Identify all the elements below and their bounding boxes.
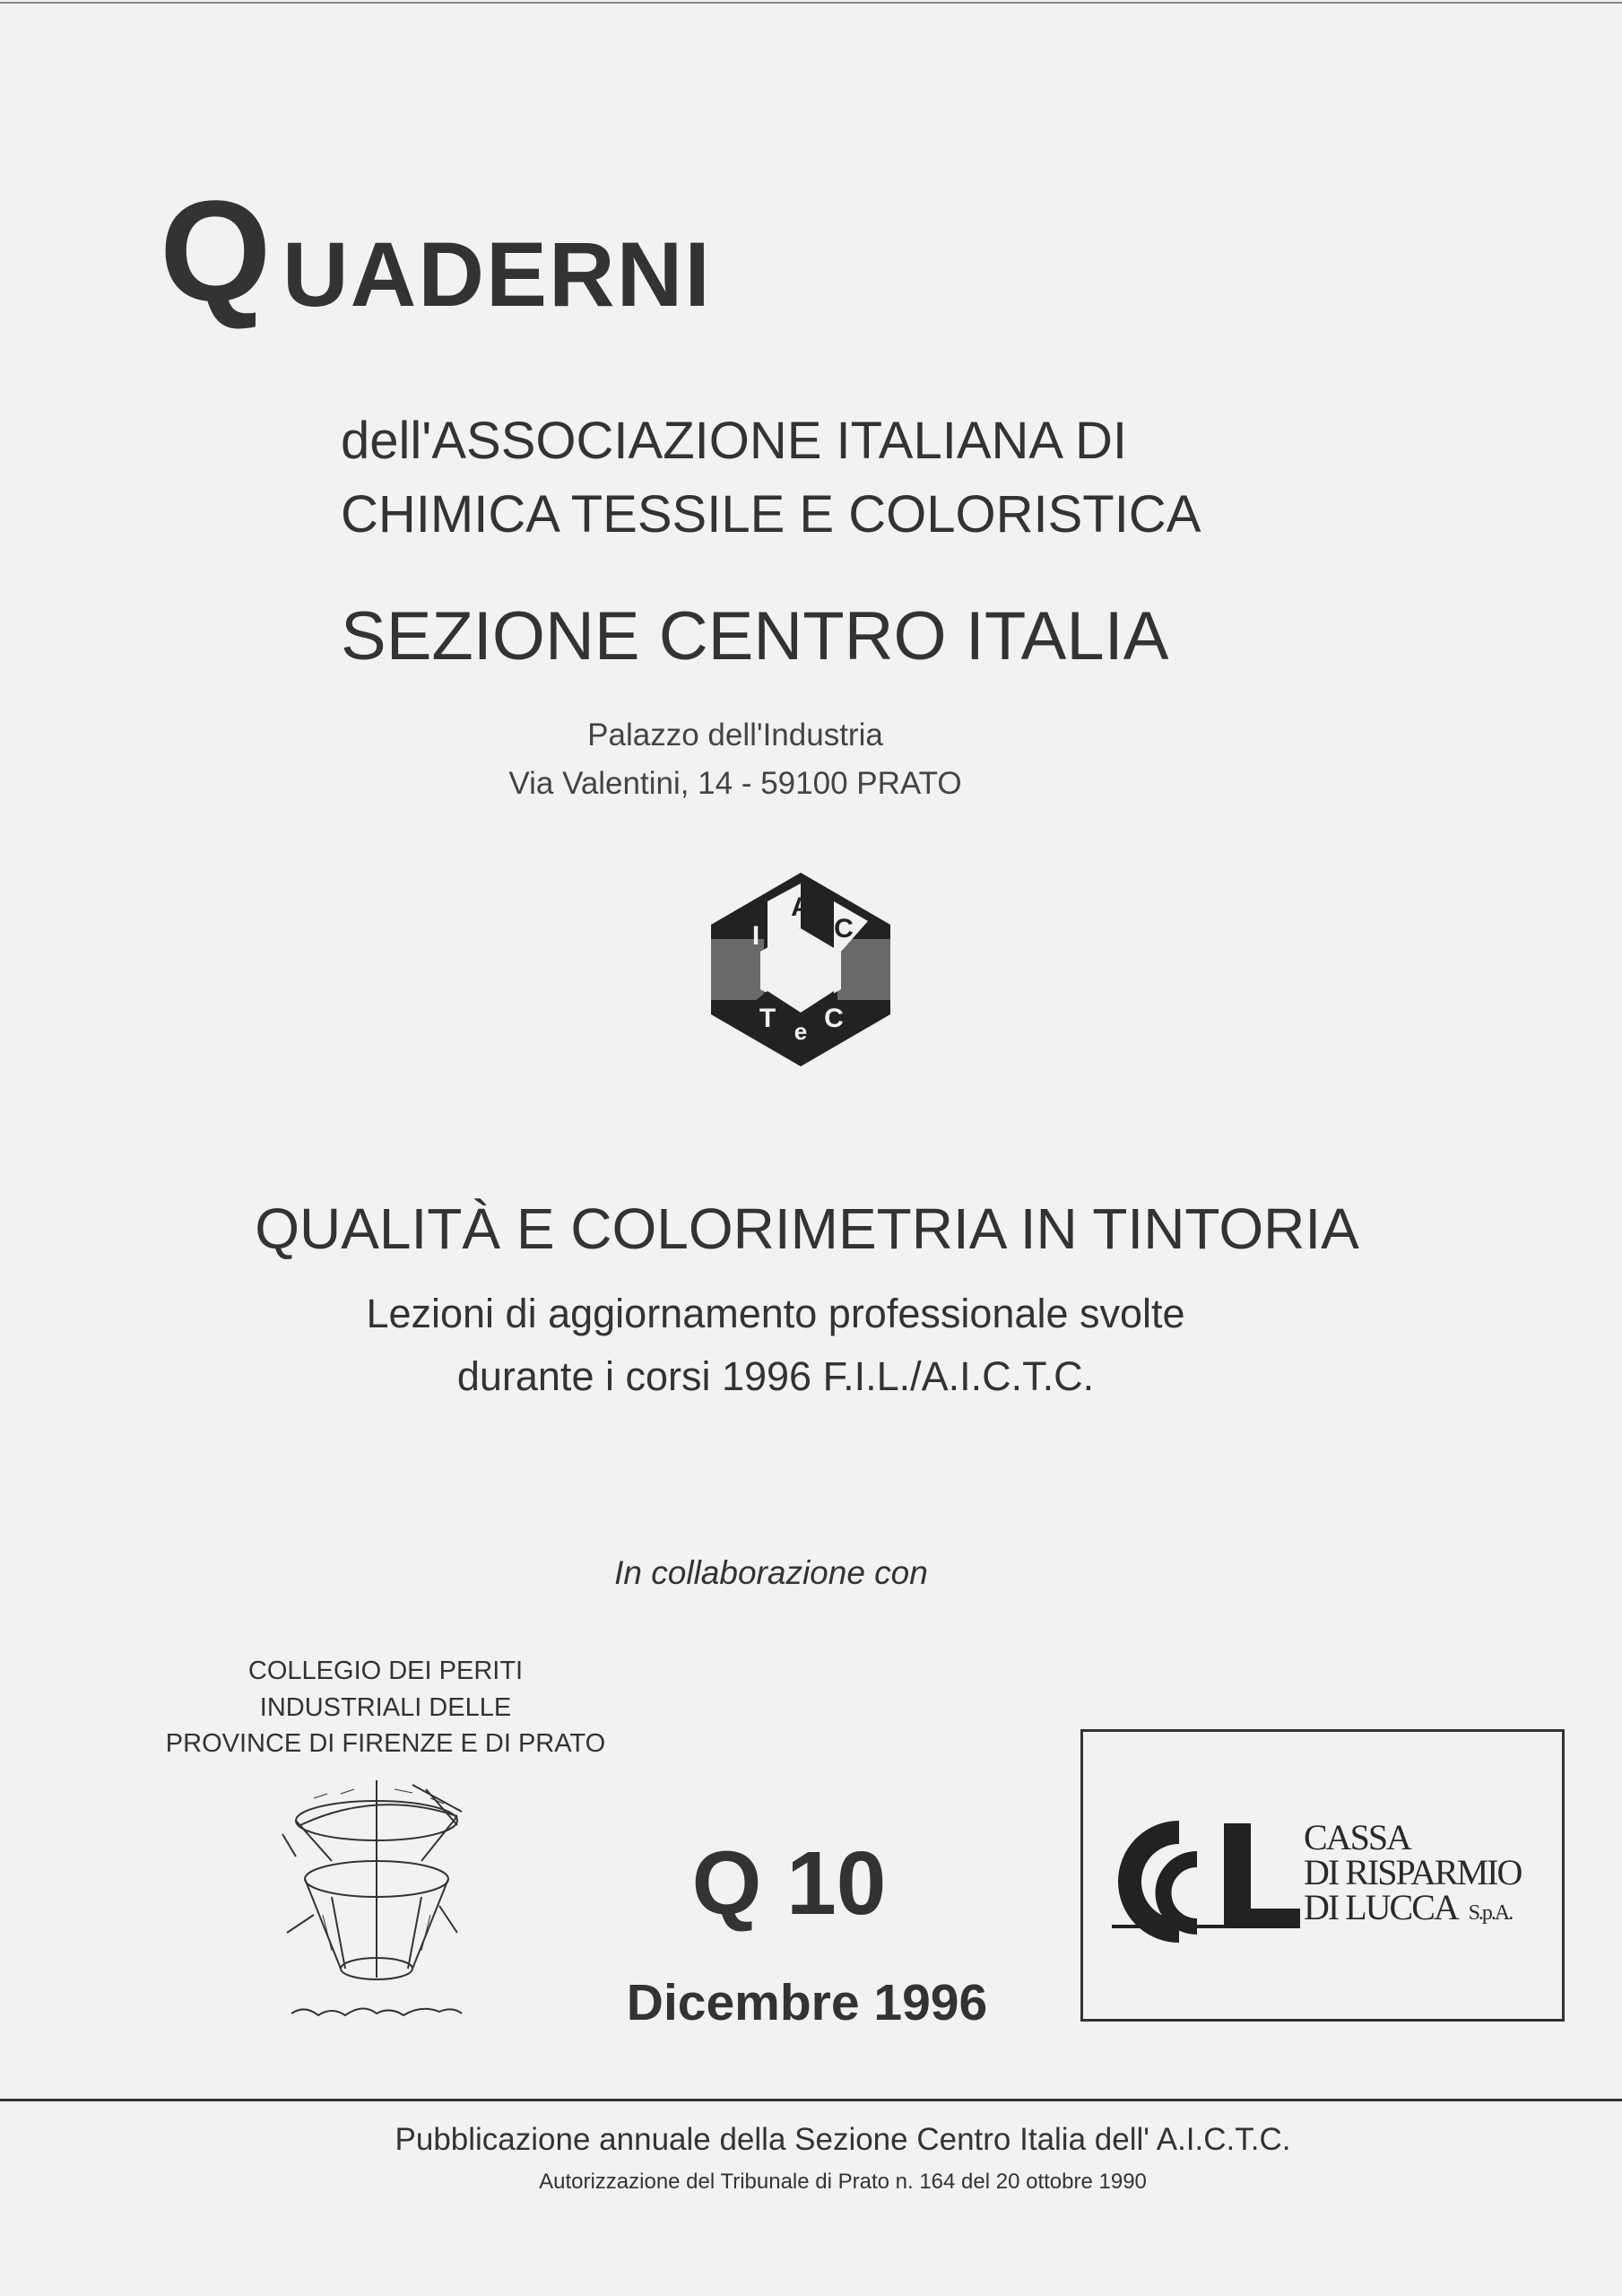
publication-subtitle-line-2: durante i corsi 1996 F.I.L./A.I.C.T.C. (456, 1353, 1095, 1399)
section-title: SEZIONE CENTRO ITALIA (341, 598, 1169, 674)
masthead-title-initial: Q (160, 170, 272, 331)
top-rule (0, 2, 1622, 4)
bank-name-line-3 (1304, 1887, 1513, 1927)
logo-letter-t: T (759, 1004, 776, 1033)
collegio-line-3: PROVINCE DI FIRENZE E DI PRATO (165, 1729, 606, 1758)
logo-letter-i: I (751, 921, 760, 951)
bank-name-line-2: DI RISPARMIO (1304, 1852, 1522, 1892)
bank-name-line-3-text: DI LUCCA (1304, 1887, 1456, 1927)
aictec-hexagon-icon (698, 865, 904, 1074)
logo-letter-c2: C (824, 1004, 844, 1033)
address-line-1: Palazzo dell'Industria (587, 718, 883, 752)
collegio-line-2: INDUSTRIALI DELLE (259, 1693, 512, 1722)
address-line-2: Via Valentini, 14 - 59100 PRATO (508, 766, 962, 801)
logo-letter-c1: C (834, 914, 854, 944)
association-line-1: dell'ASSOCIAZIONE ITALIANA DI (341, 412, 1128, 470)
masthead-title-rest: UADERNI (282, 223, 712, 326)
issue-date: Dicembre 1996 (626, 1974, 988, 2031)
logo-letter-e: e (794, 1018, 808, 1045)
bank-logo-box (1080, 1729, 1565, 2022)
association-line-2: CHIMICA TESSILE E COLORISTICA (341, 485, 1201, 544)
bank-suffix: S.p.A. (1468, 1901, 1513, 1925)
collaboration-note: In collaborazione con (614, 1554, 928, 1591)
bank-name-line-1: CASSA (1304, 1817, 1410, 1857)
publication-subtitle-line-1: Lezioni di aggiornamento professionale svolte (366, 1291, 1185, 1336)
logo-letter-a: A (791, 892, 811, 922)
collegio-line-1: COLLEGIO DEI PERITI (247, 1657, 524, 1685)
leonardo-helicopter-sketch-icon (278, 1771, 475, 2036)
footer-rule (0, 2099, 1622, 2101)
issue-number: Q 10 (691, 1833, 887, 1934)
aictec-logo (698, 865, 904, 1078)
publication-title: QUALITÀ E COLORIMETRIA IN TINTORIA (255, 1196, 1359, 1261)
footer-publication-note: Pubblicazione annuale della Sezione Centro Italia dell' A.I.C.T.C. (395, 2122, 1291, 2157)
bank-crl-mark-icon (1112, 1814, 1300, 1953)
footer-authorization: Autorizzazione del Tribunale di Prato n. 164 del 20 ottobre 1990 (539, 2170, 1147, 2194)
